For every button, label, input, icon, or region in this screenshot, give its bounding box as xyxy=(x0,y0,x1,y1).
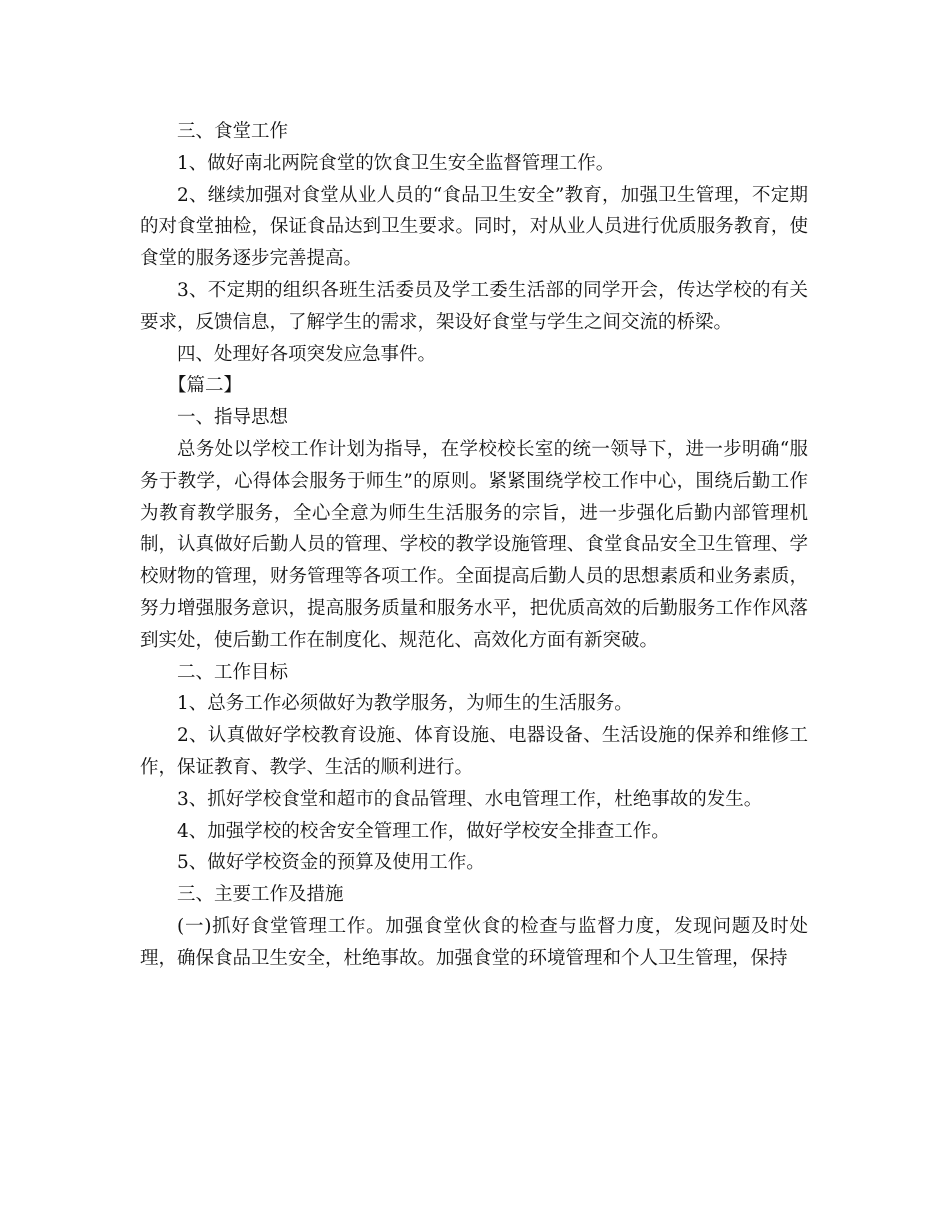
section-heading-emergency: 四、处理好各项突发应急事件。 xyxy=(177,343,437,365)
paragraph-goal-1: 1、总务工作必须做好为教学服务，为师生的生活服务。 xyxy=(177,693,633,715)
section-heading-guiding-thought: 一、指导思想 xyxy=(177,407,289,429)
paragraph-goal-4: 4、加强学校的校舍安全管理工作，做好学校安全排查工作。 xyxy=(177,820,670,842)
document-body xyxy=(140,116,808,975)
section-heading-canteen: 三、食堂工作 xyxy=(177,121,289,142)
paragraph-goal-5: 5、做好学校资金的预算及使用工作。 xyxy=(177,852,485,874)
section-heading-main-work: 三、主要工作及措施 xyxy=(177,884,344,906)
paragraph-item-2: 2、继续加强对食堂从业人员的“食品卫生安全”教育，加强卫生管理，不定期的对食堂抽检，保证食品达到卫生要求。同时，对从业人员进行优质服务教育，使食堂的服务逐步完善提高。 xyxy=(140,184,808,270)
paragraph-guiding-thought: 总务处以学校工作计划为指导，在学校校长室的统一领导下，进一步明确“服务于教学，心得体会服务于师生”的原则。紧紧围绕学校工作中心，围绕后勤工作为教育教学服务，全心全意为师生生活服务的宗旨，进一步强化后勤内部管理机制，认真做好后勤人员的管理、学校的教学设施管理、食堂食品安全卫生管理、学校财物的管理，财务管理等各项工作。全面提高后勤人员的思想素质和业务素质，努力增强服务意识，提高服务质量和服务水平，把优质高效的后勤服务工作作风落到实处，使后勤工作在制度化、规范化、高效化方面有新突破。 xyxy=(140,438,808,651)
section-heading-work-goals: 二、工作目标 xyxy=(177,661,289,683)
paragraph-item-1: 1、做好南北两院食堂的饮食卫生安全监督管理工作。 xyxy=(177,152,615,174)
paragraph-goal-2: 2、认真做好学校教育设施、体育设施、电器设备、生活设施的保养和维修工作，保证教育、教学、生活的顺利进行。 xyxy=(140,725,808,778)
part-heading-two: 【篇二】 xyxy=(168,375,243,397)
paragraph-goal-3: 3、抓好学校食堂和超市的食品管理、水电管理工作，杜绝事故的发生。 xyxy=(177,788,763,810)
paragraph-item-3: 3、不定期的组织各班生活委员及学工委生活部的同学开会，传达学校的有关要求，反馈信息，了解学生的需求，架设好食堂与学生之间交流的桥梁。 xyxy=(140,279,808,333)
paragraph-canteen-management: (一)抓好食堂管理工作。加强食堂伙食的检查与监督力度，发现问题及时处理，确保食品卫生安全，杜绝事故。加强食堂的环境管理和个人卫生管理，保持 xyxy=(140,915,808,969)
